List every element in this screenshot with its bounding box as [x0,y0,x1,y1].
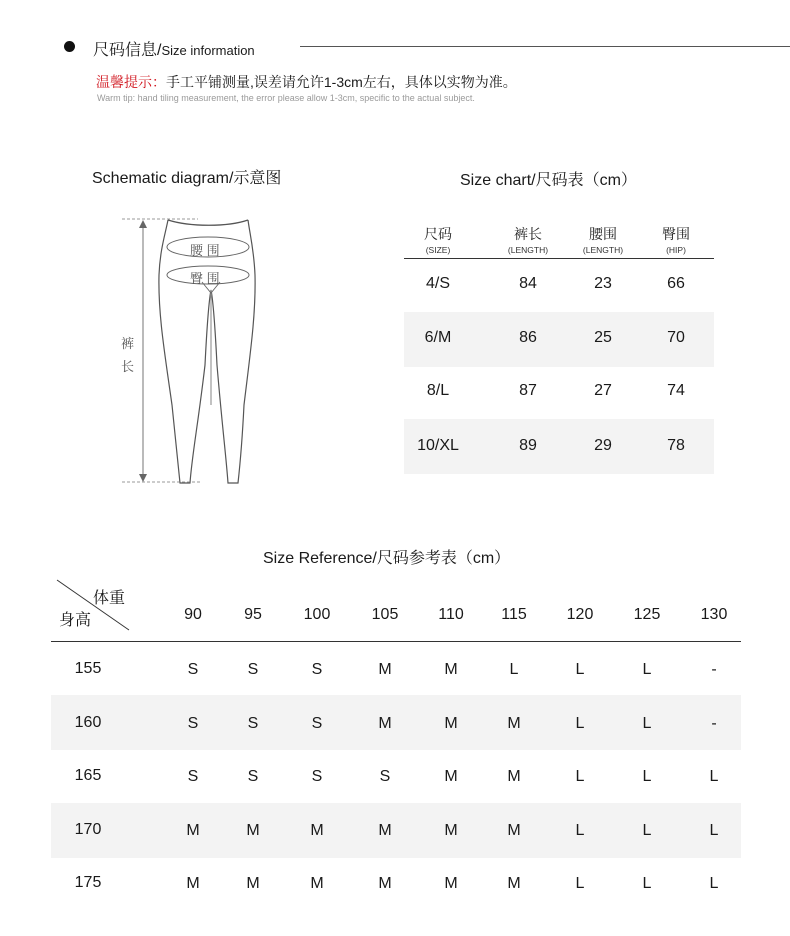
size-cell: M [378,822,392,839]
weight-header: 95 [244,606,262,623]
measure-cell: 74 [667,382,685,399]
tip-label: 温馨提示： [96,74,166,90]
measure-cell: 70 [667,329,685,346]
size-cell: S [187,768,199,785]
size-cell: L [575,822,585,839]
size-cell: S [379,768,391,785]
size-reference-title: Size Reference/尺码参考表（cm） [263,550,511,567]
height-cell: 155 [74,660,102,677]
height-cell: 170 [74,821,102,838]
waist-label: 腰 围 [190,243,220,258]
measure-cell: 89 [519,437,537,454]
col-header: 腰围 (LENGTH) [582,226,624,255]
weight-header: 110 [438,606,464,623]
title-en: Size information [161,43,255,58]
size-cell: M [246,822,260,839]
size-cell: M [444,768,458,785]
header-rule [51,641,741,642]
size-cell: S [311,768,323,785]
size-cell: L [642,661,652,678]
size-cell: M [444,661,458,678]
size-cell: 8/L [426,382,450,399]
weight-header: 90 [184,606,202,623]
section-title [93,37,255,60]
size-cell: S [247,661,259,678]
length-label-1: 裤 [121,336,135,351]
measure-cell: 27 [594,382,612,399]
size-cell: M [378,875,392,892]
size-cell: S [311,661,323,678]
size-cell: S [247,768,259,785]
weight-header: 105 [371,606,399,623]
size-cell: L [642,875,652,892]
title-zh: 尺码信息/ [93,42,162,59]
size-chart-title: Size chart/尺码表（cm） [460,172,637,189]
length-label-2: 长 [121,359,135,374]
size-cell: M [186,822,200,839]
col-header: 裤长 (LENGTH) [507,226,549,255]
height-cell: 160 [74,714,102,731]
weight-header: 115 [501,606,527,623]
hip-label: 臀 围 [190,271,220,286]
size-cell: L [575,715,585,732]
size-cell: 4/S [425,275,450,292]
size-cell: M [507,768,521,785]
tip [96,72,517,92]
corner-weight: 体重 [93,590,126,607]
size-cell: L [575,768,585,785]
size-cell: M [186,875,200,892]
size-cell: S [247,715,259,732]
size-cell: S [311,715,323,732]
size-cell: L [575,875,585,892]
bullet-icon [64,41,75,52]
size-cell: S [187,715,199,732]
size-cell: L [575,661,585,678]
size-cell: M [378,715,392,732]
size-cell: M [310,875,324,892]
col-header: 臀围 (HIP) [662,226,690,255]
weight-header: 100 [303,606,331,623]
measure-cell: 87 [519,382,537,399]
size-cell: M [310,822,324,839]
size-cell: M [507,822,521,839]
tip-english: Warm tip: hand tiling measurement, the error please allow 1-3cm, specific to the actual subject. [97,93,475,103]
size-cell: - [711,661,717,678]
height-cell: 175 [74,874,102,891]
weight-header: 125 [633,606,661,623]
header-rule [404,258,714,259]
corner-height: 身高 [59,612,92,629]
size-cell: M [444,715,458,732]
size-cell: M [507,875,521,892]
schematic-title: Schematic diagram/示意图 [92,170,282,187]
size-cell: M [378,661,392,678]
size-cell: L [509,661,519,678]
weight-header: 130 [700,606,728,623]
measure-cell: 23 [594,275,612,292]
measure-cell: 84 [519,275,537,292]
tip-text: 手工平铺测量,误差请允许1-3cm左右，具体以实物为准。 [166,74,517,90]
height-cell: 165 [74,767,102,784]
measure-cell: 29 [594,437,612,454]
size-cell: 10/XL [417,437,459,454]
measure-cell: 78 [667,437,685,454]
size-cell: M [444,875,458,892]
size-cell: L [642,715,652,732]
size-cell: L [709,875,719,892]
measure-cell: 66 [667,275,685,292]
size-cell: M [246,875,260,892]
col-header: 尺码 (SIZE) [424,226,452,255]
weight-header: 120 [566,606,594,623]
measure-cell: 25 [594,329,612,346]
measure-cell: 86 [519,329,537,346]
size-cell: L [642,768,652,785]
size-cell: - [711,715,717,732]
size-cell: S [187,661,199,678]
header-divider [300,46,790,47]
size-cell: L [642,822,652,839]
size-cell: L [709,768,719,785]
size-cell: M [507,715,521,732]
size-cell: 6/M [424,329,452,346]
size-cell: L [709,822,719,839]
size-cell: M [444,822,458,839]
